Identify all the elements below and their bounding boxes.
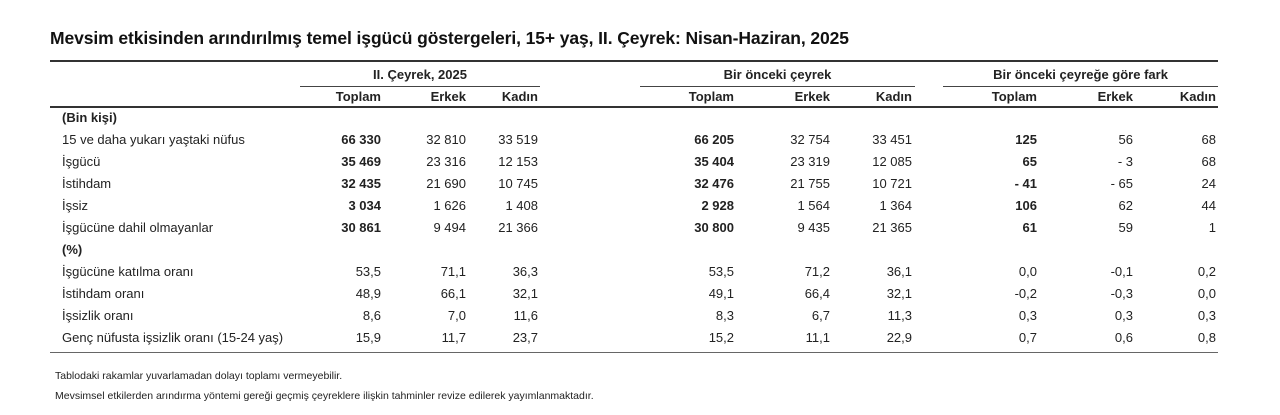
table-cell: 8,3	[715, 308, 734, 323]
table-cell: 6,7	[811, 308, 830, 323]
table-cell: 32 754	[790, 132, 830, 147]
table-cell: 66 205	[694, 132, 734, 147]
table-cell: 53,5	[355, 264, 381, 279]
row-label: İstihdam	[62, 176, 112, 191]
table-cell: 11,6	[513, 308, 538, 323]
table-cell: 71,1	[440, 264, 466, 279]
footnote-revision: Mevsimsel etkilerden arındırma yöntemi gereği geçmiş çeyreklere ilişkin tahminler revize edilerek yayımlanmaktadır.	[55, 390, 594, 402]
column-header-toplam: Toplam	[335, 89, 381, 104]
table-cell: 125	[1015, 132, 1037, 147]
column-header-toplam: Toplam	[688, 89, 734, 104]
table-cell: 32,1	[512, 286, 538, 301]
table-cell: 66 330	[341, 132, 381, 147]
table-cell: 49,1	[708, 286, 734, 301]
table-cell: 11,3	[887, 308, 912, 323]
table-cell: -0,2	[1014, 286, 1037, 301]
footnote-rounding: Tablodaki rakamlar yuvarlamadan dolayı toplamı vermeyebilir.	[55, 370, 343, 382]
column-header-erkek: Erkek	[430, 89, 466, 104]
table-cell: 15,2	[708, 330, 734, 345]
table-cell: 33 519	[498, 132, 538, 147]
table-cell: 32 476	[694, 176, 734, 191]
table-cell: 22,9	[886, 330, 912, 345]
row-label: İşgücüne katılma oranı	[62, 264, 194, 279]
header-rule	[50, 106, 1218, 108]
table-cell: 1	[1208, 220, 1216, 235]
table-cell: 23 319	[790, 154, 830, 169]
row-label: 15 ve daha yukarı yaştaki nüfus	[62, 132, 245, 147]
table-cell: 21 690	[426, 176, 466, 191]
table-cell: 62	[1118, 198, 1133, 213]
section-header-row	[0, 110, 1280, 132]
table-row	[0, 220, 1280, 242]
table-cell: 35 404	[694, 154, 734, 169]
table-row	[0, 286, 1280, 308]
table-cell: 56	[1118, 132, 1133, 147]
table-cell: 30 861	[341, 220, 381, 235]
table-cell: 21 755	[790, 176, 830, 191]
table-cell: 36,1	[886, 264, 912, 279]
table-cell: 61	[1022, 220, 1037, 235]
table-cell: 9 435	[797, 220, 830, 235]
table-cell: 44	[1201, 198, 1216, 213]
column-header-toplam: Toplam	[991, 89, 1037, 104]
table-cell: 1 364	[879, 198, 912, 213]
row-label: İşgücüne dahil olmayanlar	[62, 220, 214, 235]
table-cell: -0,3	[1110, 286, 1133, 301]
group-underline	[943, 86, 1218, 87]
table-cell: 23,7	[512, 330, 538, 345]
table-cell: 32 810	[426, 132, 466, 147]
row-label: (Bin kişi)	[62, 110, 117, 125]
table-cell: 71,2	[804, 264, 830, 279]
row-label: (%)	[62, 242, 83, 257]
table-cell: - 3	[1117, 154, 1133, 169]
table-cell: 12 153	[498, 154, 538, 169]
column-header-erkek: Erkek	[1097, 89, 1133, 104]
table-row	[0, 132, 1280, 154]
table-cell: 2 928	[701, 198, 734, 213]
row-label: İşsiz	[62, 198, 88, 213]
table-cell: 36,3	[512, 264, 538, 279]
table-cell: 1 564	[797, 198, 830, 213]
table-cell: 32,1	[886, 286, 912, 301]
table-cell: 33 451	[872, 132, 912, 147]
group-underline	[640, 86, 915, 87]
table-cell: 0,7	[1018, 330, 1037, 345]
table-cell: 23 316	[426, 154, 466, 169]
top-rule	[50, 60, 1218, 62]
group-header-previous-quarter: Bir önceki çeyrek	[723, 67, 832, 82]
table-row	[0, 330, 1280, 352]
table-cell: 35 469	[341, 154, 381, 169]
table-cell: 7,0	[447, 308, 466, 323]
group-header-quarter-difference: Bir önceki çeyreğe göre fark	[993, 67, 1168, 82]
table-cell: 48,9	[355, 286, 381, 301]
table-cell: 10 745	[498, 176, 538, 191]
table-cell: 0,6	[1114, 330, 1133, 345]
table-cell: 68	[1201, 132, 1216, 147]
row-label: Genç nüfusta işsizlik oranı (15-24 yaş)	[62, 330, 284, 345]
table-cell: 15,9	[355, 330, 381, 345]
table-cell: -0,1	[1110, 264, 1133, 279]
table-cell: 10 721	[872, 176, 912, 191]
table-cell: 24	[1201, 176, 1216, 191]
table-cell: 0,8	[1197, 330, 1216, 345]
section-header-row	[0, 242, 1280, 264]
table-row	[0, 176, 1280, 198]
column-header-kadin: Kadın	[1179, 89, 1216, 104]
table-cell: 11,1	[805, 330, 830, 345]
group-underline	[300, 86, 540, 87]
group-header-current-quarter: II. Çeyrek, 2025	[373, 67, 467, 82]
column-header-erkek: Erkek	[794, 89, 830, 104]
column-header-kadin: Kadın	[501, 89, 538, 104]
table-cell: 68	[1201, 154, 1216, 169]
table-row	[0, 154, 1280, 176]
bottom-rule	[50, 352, 1218, 353]
table-row	[0, 198, 1280, 220]
row-label: İşsizlik oranı	[62, 308, 134, 323]
table-row	[0, 264, 1280, 286]
table-cell: 12 085	[872, 154, 912, 169]
table-cell: 30 800	[694, 220, 734, 235]
table-cell: - 41	[1014, 176, 1037, 191]
table-cell: 21 365	[872, 220, 912, 235]
table-cell: 0,3	[1197, 308, 1216, 323]
table-cell: 8,6	[362, 308, 381, 323]
table-cell: 0,0	[1197, 286, 1216, 301]
table-cell: 66,1	[440, 286, 466, 301]
table-title: Mevsim etkisinden arındırılmış temel işgücü göstergeleri, 15+ yaş, II. Çeyrek: Nisan-Haziran, 2025	[50, 28, 849, 48]
row-label: İstihdam oranı	[62, 286, 145, 301]
table-cell: 106	[1015, 198, 1037, 213]
table-cell: 32 435	[341, 176, 381, 191]
table-cell: 65	[1022, 154, 1037, 169]
table-cell: 0,3	[1018, 308, 1037, 323]
table-cell: 9 494	[433, 220, 466, 235]
table-cell: 1 626	[433, 198, 466, 213]
table-row	[0, 308, 1280, 330]
table-cell: 21 366	[498, 220, 538, 235]
table-cell: 59	[1118, 220, 1133, 235]
table-cell: 0,0	[1018, 264, 1037, 279]
table-cell: 66,4	[804, 286, 830, 301]
table-cell: 3 034	[348, 198, 381, 213]
table-cell: 53,5	[708, 264, 734, 279]
table-cell: 0,3	[1114, 308, 1133, 323]
row-label: İşgücü	[62, 154, 101, 169]
table-cell: 1 408	[505, 198, 538, 213]
table-cell: 11,7	[441, 330, 466, 345]
column-header-kadin: Kadın	[875, 89, 912, 104]
table-cell: 0,2	[1197, 264, 1216, 279]
table-cell: - 65	[1110, 176, 1133, 191]
